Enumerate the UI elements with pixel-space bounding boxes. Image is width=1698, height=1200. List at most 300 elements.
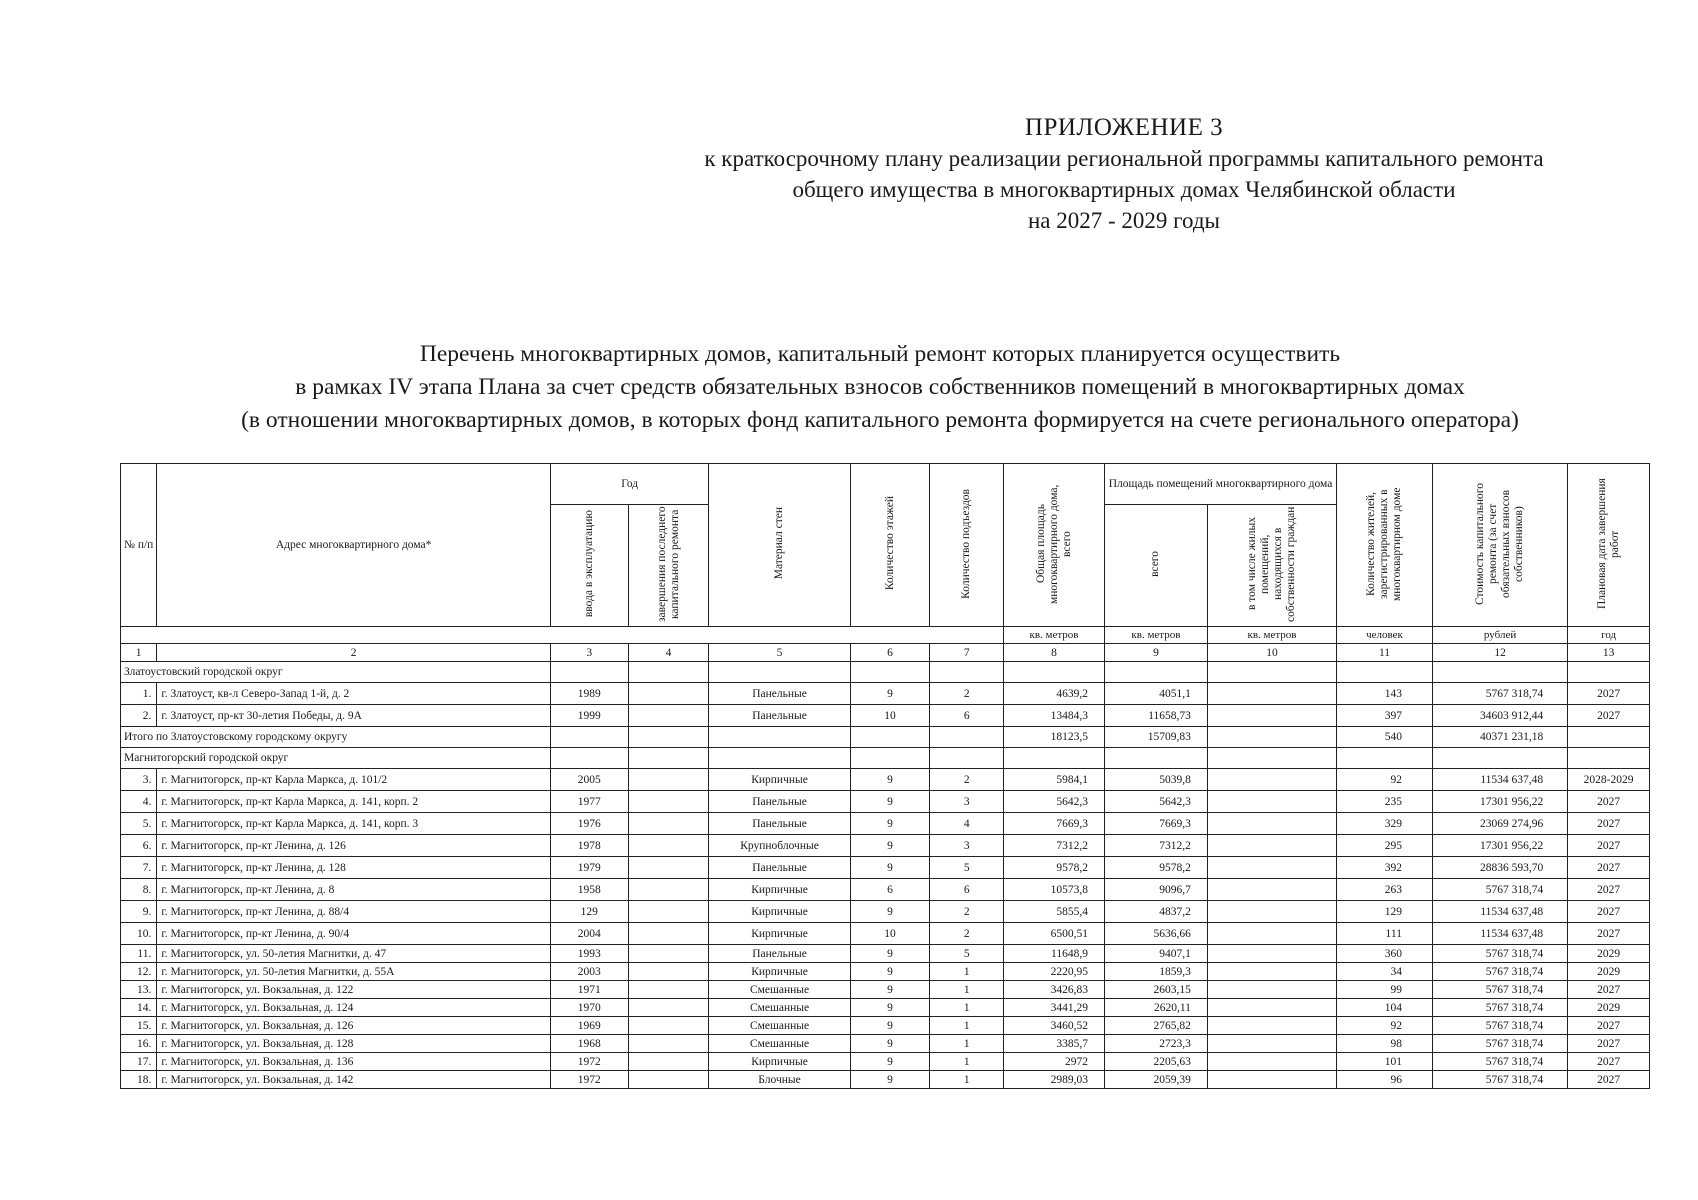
row-last-repair bbox=[628, 791, 709, 813]
header-cost: Стоимость капитального ремонта (за счет обязательных взносов собственников) bbox=[1474, 482, 1526, 605]
row-last-repair bbox=[628, 945, 709, 963]
row-citizens-area bbox=[1207, 981, 1336, 999]
row-completion-date: 2027 bbox=[1568, 683, 1650, 705]
row-entrances: 5 bbox=[930, 945, 1004, 963]
row-last-repair bbox=[628, 705, 709, 727]
appendix-line-3: на 2027 - 2029 годы bbox=[1027, 208, 1221, 233]
list-title-line-2: в рамках IV этапа Плана за счет средств обязательных взносов собственников помещений в многоквартирных домах bbox=[295, 374, 1465, 400]
row-completion-date: 2027 bbox=[1568, 923, 1650, 945]
row-year: 1958 bbox=[550, 879, 628, 901]
row-cost: 11534 637,48 bbox=[1432, 923, 1567, 945]
group-row bbox=[121, 748, 1650, 769]
row-citizens-area bbox=[1207, 901, 1336, 923]
empty-cell bbox=[1568, 727, 1650, 748]
empty-cell bbox=[1207, 662, 1336, 683]
row-cost: 23069 274,96 bbox=[1432, 813, 1567, 835]
empty-cell bbox=[1337, 662, 1433, 683]
row-premises-area: 5039,8 bbox=[1104, 769, 1207, 791]
row-total-area: 5642,3 bbox=[1004, 791, 1105, 813]
row-year: 2004 bbox=[550, 923, 628, 945]
row-address: г. Магнитогорск, ул. 50-летия Магнитки, д. 47 bbox=[157, 945, 551, 963]
empty-cell bbox=[550, 662, 628, 683]
row-citizens-area bbox=[1207, 857, 1336, 879]
row-residents: 99 bbox=[1337, 981, 1433, 999]
row-address: г. Магнитогорск, пр-кт Ленина, д. 128 bbox=[157, 857, 551, 879]
unit-premises-total: кв. метров bbox=[1104, 627, 1207, 644]
row-premises-area: 2723,3 bbox=[1104, 1035, 1207, 1053]
row-completion-date: 2029 bbox=[1568, 945, 1650, 963]
row-number: 13. bbox=[121, 981, 157, 999]
table-row bbox=[121, 1053, 1650, 1071]
appendix-header bbox=[560, 112, 1688, 236]
row-completion-date: 2027 bbox=[1568, 813, 1650, 835]
row-number: 12. bbox=[121, 963, 157, 981]
row-last-repair bbox=[628, 901, 709, 923]
header-wall-material: Материал стен bbox=[773, 507, 786, 580]
empty-cell bbox=[628, 727, 709, 748]
total-residents: 540 bbox=[1337, 727, 1433, 748]
row-premises-area: 7669,3 bbox=[1104, 813, 1207, 835]
row-residents: 96 bbox=[1337, 1071, 1433, 1089]
row-premises-area: 5636,66 bbox=[1104, 923, 1207, 945]
row-floors: 6 bbox=[850, 879, 930, 901]
row-cost: 5767 318,74 bbox=[1432, 879, 1567, 901]
row-floors: 9 bbox=[850, 901, 930, 923]
row-residents: 143 bbox=[1337, 683, 1433, 705]
header-no: № п/п bbox=[121, 464, 157, 627]
row-wall-material: Кирпичные bbox=[709, 769, 850, 791]
header-year-last-repair-cell bbox=[628, 505, 709, 627]
row-cost: 5767 318,74 bbox=[1432, 999, 1567, 1017]
header-premises-citizens: в том числе жилых помещений, находящихся в собственности граждан bbox=[1245, 506, 1297, 622]
row-premises-area: 9407,1 bbox=[1104, 945, 1207, 963]
header-wall-material-cell bbox=[709, 464, 850, 627]
row-entrances: 6 bbox=[930, 879, 1004, 901]
column-number: 2 bbox=[157, 644, 551, 662]
empty-cell bbox=[1568, 748, 1650, 769]
row-address: г. Златоуст, пр-кт 30-летия Победы, д. 9А bbox=[157, 705, 551, 727]
row-floors: 9 bbox=[850, 963, 930, 981]
row-wall-material: Смешанные bbox=[709, 1017, 850, 1035]
row-address: г. Магнитогорск, пр-кт Ленина, д. 90/4 bbox=[157, 923, 551, 945]
column-number: 6 bbox=[850, 644, 930, 662]
column-number: 5 bbox=[709, 644, 850, 662]
unit-premises-citizens: кв. метров bbox=[1207, 627, 1336, 644]
empty-cell bbox=[1207, 727, 1336, 748]
row-completion-date: 2028-2029 bbox=[1568, 769, 1650, 791]
header-floors: Количество этажей bbox=[883, 496, 896, 591]
row-residents: 263 bbox=[1337, 879, 1433, 901]
appendix-line-2: общего имущества в многоквартирных домах Челябинской области bbox=[792, 177, 1456, 202]
row-number: 15. bbox=[121, 1017, 157, 1035]
row-citizens-area bbox=[1207, 791, 1336, 813]
empty-cell bbox=[1207, 748, 1336, 769]
row-residents: 129 bbox=[1337, 901, 1433, 923]
column-number: 1 bbox=[121, 644, 157, 662]
row-cost: 11534 637,48 bbox=[1432, 769, 1567, 791]
header-premises-total-cell bbox=[1104, 505, 1207, 627]
table-row bbox=[121, 1035, 1650, 1053]
row-completion-date: 2027 bbox=[1568, 879, 1650, 901]
row-entrances: 1 bbox=[930, 1071, 1004, 1089]
row-premises-area: 2059,39 bbox=[1104, 1071, 1207, 1089]
row-completion-date: 2027 bbox=[1568, 705, 1650, 727]
row-total-area: 3460,52 bbox=[1004, 1017, 1105, 1035]
row-floors: 10 bbox=[850, 705, 930, 727]
row-floors: 9 bbox=[850, 835, 930, 857]
column-number: 4 bbox=[628, 644, 709, 662]
row-wall-material: Панельные bbox=[709, 683, 850, 705]
row-citizens-area bbox=[1207, 945, 1336, 963]
row-cost: 5767 318,74 bbox=[1432, 1017, 1567, 1035]
row-completion-date: 2027 bbox=[1568, 981, 1650, 999]
row-address: г. Магнитогорск, ул. Вокзальная, д. 122 bbox=[157, 981, 551, 999]
empty-cell bbox=[1432, 748, 1567, 769]
header-total-area-cell bbox=[1004, 464, 1105, 627]
row-residents: 329 bbox=[1337, 813, 1433, 835]
column-number: 8 bbox=[1004, 644, 1105, 662]
table-row bbox=[121, 981, 1650, 999]
column-number: 11 bbox=[1337, 644, 1433, 662]
row-wall-material: Смешанные bbox=[709, 981, 850, 999]
row-wall-material: Блочные bbox=[709, 1071, 850, 1089]
total-label: Итого по Златоустовскому городскому округу bbox=[121, 727, 551, 748]
row-citizens-area bbox=[1207, 1017, 1336, 1035]
row-cost: 17301 956,22 bbox=[1432, 835, 1567, 857]
header-premises-total: всего bbox=[1149, 551, 1162, 577]
unit-total-area: кв. метров bbox=[1004, 627, 1105, 644]
row-year: 1993 bbox=[550, 945, 628, 963]
empty-cell bbox=[1104, 748, 1207, 769]
row-citizens-area bbox=[1207, 879, 1336, 901]
row-entrances: 3 bbox=[930, 791, 1004, 813]
row-number: 18. bbox=[121, 1071, 157, 1089]
houses-table bbox=[120, 463, 1650, 1089]
row-entrances: 2 bbox=[930, 683, 1004, 705]
row-floors: 9 bbox=[850, 1071, 930, 1089]
header-residents-cell bbox=[1337, 464, 1433, 627]
row-premises-area: 9578,2 bbox=[1104, 857, 1207, 879]
row-address: г. Магнитогорск, ул. 50-летия Магнитки, д. 55А bbox=[157, 963, 551, 981]
row-last-repair bbox=[628, 963, 709, 981]
header-premises-group: Площадь помещений многоквартирного дома bbox=[1104, 464, 1336, 505]
row-residents: 397 bbox=[1337, 705, 1433, 727]
row-citizens-area bbox=[1207, 683, 1336, 705]
row-year: 1971 bbox=[550, 981, 628, 999]
row-cost: 5767 318,74 bbox=[1432, 683, 1567, 705]
header-cost-cell bbox=[1432, 464, 1567, 627]
group-name: Златоустовский городской округ bbox=[121, 662, 551, 683]
table-row bbox=[121, 1017, 1650, 1035]
row-cost: 17301 956,22 bbox=[1432, 791, 1567, 813]
row-completion-date: 2027 bbox=[1568, 1071, 1650, 1089]
row-wall-material: Кирпичные bbox=[709, 923, 850, 945]
empty-cell bbox=[1568, 662, 1650, 683]
row-number: 9. bbox=[121, 901, 157, 923]
header-entrances-cell bbox=[930, 464, 1004, 627]
row-wall-material: Кирпичные bbox=[709, 901, 850, 923]
row-year: 2003 bbox=[550, 963, 628, 981]
row-year: 1970 bbox=[550, 999, 628, 1017]
row-year: 1968 bbox=[550, 1035, 628, 1053]
row-total-area: 3385,7 bbox=[1004, 1035, 1105, 1053]
unit-residents: человек bbox=[1337, 627, 1433, 644]
header-completion-cell bbox=[1568, 464, 1650, 627]
group-name: Магнитогорский городской округ bbox=[121, 748, 551, 769]
row-premises-area: 11658,73 bbox=[1104, 705, 1207, 727]
row-wall-material: Кирпичные bbox=[709, 1053, 850, 1071]
row-citizens-area bbox=[1207, 769, 1336, 791]
row-total-area: 10573,8 bbox=[1004, 879, 1105, 901]
row-entrances: 1 bbox=[930, 981, 1004, 999]
row-residents: 98 bbox=[1337, 1035, 1433, 1053]
table-row bbox=[121, 835, 1650, 857]
row-year: 1978 bbox=[550, 835, 628, 857]
row-number: 17. bbox=[121, 1053, 157, 1071]
row-total-area: 2972 bbox=[1004, 1053, 1105, 1071]
row-cost: 34603 912,44 bbox=[1432, 705, 1567, 727]
row-residents: 111 bbox=[1337, 923, 1433, 945]
row-completion-date: 2027 bbox=[1568, 1053, 1650, 1071]
row-residents: 295 bbox=[1337, 835, 1433, 857]
row-address: г. Магнитогорск, пр-кт Карла Маркса, д. 141, корп. 2 bbox=[157, 791, 551, 813]
row-entrances: 2 bbox=[930, 769, 1004, 791]
row-year: 1976 bbox=[550, 813, 628, 835]
unit-cost: рублей bbox=[1432, 627, 1567, 644]
row-number: 10. bbox=[121, 923, 157, 945]
row-completion-date: 2027 bbox=[1568, 791, 1650, 813]
row-floors: 9 bbox=[850, 999, 930, 1017]
row-year: 1977 bbox=[550, 791, 628, 813]
row-number: 11. bbox=[121, 945, 157, 963]
row-number: 7. bbox=[121, 857, 157, 879]
row-premises-area: 2620,11 bbox=[1104, 999, 1207, 1017]
row-residents: 92 bbox=[1337, 769, 1433, 791]
row-floors: 9 bbox=[850, 945, 930, 963]
empty-cell bbox=[628, 748, 709, 769]
row-premises-area: 2205,63 bbox=[1104, 1053, 1207, 1071]
column-number: 13 bbox=[1568, 644, 1650, 662]
row-completion-date: 2027 bbox=[1568, 835, 1650, 857]
column-number: 12 bbox=[1432, 644, 1567, 662]
total-area: 18123,5 bbox=[1004, 727, 1105, 748]
row-number: 1. bbox=[121, 683, 157, 705]
header-year-commission-cell bbox=[550, 505, 628, 627]
header-year-group: Год bbox=[550, 464, 708, 505]
row-number: 2. bbox=[121, 705, 157, 727]
row-residents: 104 bbox=[1337, 999, 1433, 1017]
empty-cell bbox=[1432, 662, 1567, 683]
header-floors-cell bbox=[850, 464, 930, 627]
table-body bbox=[121, 662, 1650, 1089]
row-entrances: 5 bbox=[930, 857, 1004, 879]
row-entrances: 4 bbox=[930, 813, 1004, 835]
row-total-area: 5855,4 bbox=[1004, 901, 1105, 923]
row-residents: 34 bbox=[1337, 963, 1433, 981]
row-floors: 9 bbox=[850, 791, 930, 813]
row-cost: 5767 318,74 bbox=[1432, 1053, 1567, 1071]
row-residents: 392 bbox=[1337, 857, 1433, 879]
row-premises-area: 7312,2 bbox=[1104, 835, 1207, 857]
total-premises: 15709,83 bbox=[1104, 727, 1207, 748]
row-completion-date: 2027 bbox=[1568, 901, 1650, 923]
empty-cell bbox=[850, 727, 930, 748]
row-number: 3. bbox=[121, 769, 157, 791]
row-last-repair bbox=[628, 1017, 709, 1035]
row-wall-material: Панельные bbox=[709, 791, 850, 813]
row-completion-date: 2029 bbox=[1568, 963, 1650, 981]
table-row bbox=[121, 945, 1650, 963]
table-row bbox=[121, 857, 1650, 879]
row-address: г. Магнитогорск, пр-кт Ленина, д. 8 bbox=[157, 879, 551, 901]
row-entrances: 1 bbox=[930, 1053, 1004, 1071]
empty-cell bbox=[550, 727, 628, 748]
row-cost: 5767 318,74 bbox=[1432, 1071, 1567, 1089]
row-last-repair bbox=[628, 683, 709, 705]
row-citizens-area bbox=[1207, 1053, 1336, 1071]
row-wall-material: Кирпичные bbox=[709, 879, 850, 901]
row-entrances: 2 bbox=[930, 923, 1004, 945]
row-year: 129 bbox=[550, 901, 628, 923]
table-row bbox=[121, 683, 1650, 705]
row-address: г. Магнитогорск, пр-кт Карла Маркса, д. 101/2 bbox=[157, 769, 551, 791]
row-citizens-area bbox=[1207, 923, 1336, 945]
row-citizens-area bbox=[1207, 835, 1336, 857]
row-year: 1969 bbox=[550, 1017, 628, 1035]
column-number: 7 bbox=[930, 644, 1004, 662]
row-premises-area: 4837,2 bbox=[1104, 901, 1207, 923]
row-residents: 360 bbox=[1337, 945, 1433, 963]
row-address: г. Магнитогорск, ул. Вокзальная, д. 128 bbox=[157, 1035, 551, 1053]
row-address: г. Магнитогорск, пр-кт Карла Маркса, д. 141, корп. 3 bbox=[157, 813, 551, 835]
total-cost: 40371 231,18 bbox=[1432, 727, 1567, 748]
row-last-repair bbox=[628, 981, 709, 999]
row-premises-area: 4051,1 bbox=[1104, 683, 1207, 705]
appendix-line-1: к краткосрочному плану реализации региональной программы капитального ремонта bbox=[704, 146, 1544, 171]
header-entrances: Количество подъездов bbox=[960, 488, 973, 599]
row-total-area: 3441,29 bbox=[1004, 999, 1105, 1017]
row-total-area: 11648,9 bbox=[1004, 945, 1105, 963]
row-cost: 5767 318,74 bbox=[1432, 963, 1567, 981]
row-citizens-area bbox=[1207, 705, 1336, 727]
empty-cell bbox=[850, 748, 930, 769]
table-row bbox=[121, 963, 1650, 981]
row-address: г. Магнитогорск, пр-кт Ленина, д. 126 bbox=[157, 835, 551, 857]
row-completion-date: 2027 bbox=[1568, 1017, 1650, 1035]
column-number: 3 bbox=[550, 644, 628, 662]
row-premises-area: 1859,3 bbox=[1104, 963, 1207, 981]
row-number: 4. bbox=[121, 791, 157, 813]
row-year: 2005 bbox=[550, 769, 628, 791]
row-wall-material: Панельные bbox=[709, 813, 850, 835]
header-total-area: Общая площадь многоквартирного дома, всего bbox=[1034, 483, 1073, 604]
empty-cell bbox=[709, 748, 850, 769]
empty-cell bbox=[930, 727, 1004, 748]
unit-spacer bbox=[121, 627, 1004, 644]
empty-cell bbox=[930, 748, 1004, 769]
empty-cell bbox=[550, 748, 628, 769]
group-row bbox=[121, 662, 1650, 683]
row-last-repair bbox=[628, 835, 709, 857]
row-number: 14. bbox=[121, 999, 157, 1017]
row-total-area: 13484,3 bbox=[1004, 705, 1105, 727]
row-wall-material: Кирпичные bbox=[709, 963, 850, 981]
row-last-repair bbox=[628, 813, 709, 835]
row-total-area: 4639,2 bbox=[1004, 683, 1105, 705]
row-residents: 92 bbox=[1337, 1017, 1433, 1035]
table-row bbox=[121, 923, 1650, 945]
row-wall-material: Смешанные bbox=[709, 999, 850, 1017]
empty-cell bbox=[850, 662, 930, 683]
row-address: г. Магнитогорск, пр-кт Ленина, д. 88/4 bbox=[157, 901, 551, 923]
column-number: 10 bbox=[1207, 644, 1336, 662]
row-cost: 5767 318,74 bbox=[1432, 981, 1567, 999]
row-residents: 235 bbox=[1337, 791, 1433, 813]
row-address: г. Златоуст, кв-л Северо-Запад 1-й, д. 2 bbox=[157, 683, 551, 705]
header-year-commission: ввода в эксплуатацию bbox=[582, 510, 595, 618]
row-completion-date: 2029 bbox=[1568, 999, 1650, 1017]
row-completion-date: 2027 bbox=[1568, 1035, 1650, 1053]
row-address: г. Магнитогорск, ул. Вокзальная, д. 142 bbox=[157, 1071, 551, 1089]
row-cost: 5767 318,74 bbox=[1432, 945, 1567, 963]
row-wall-material: Смешанные bbox=[709, 1035, 850, 1053]
row-last-repair bbox=[628, 1035, 709, 1053]
header-completion: Плановая дата завершения работ bbox=[1595, 478, 1621, 609]
row-floors: 9 bbox=[850, 981, 930, 999]
header-residents: Количество жителей, зарегистрированных в многоквартирном доме bbox=[1365, 486, 1404, 601]
table-row bbox=[121, 791, 1650, 813]
row-cost: 11534 637,48 bbox=[1432, 901, 1567, 923]
row-total-area: 2989,03 bbox=[1004, 1071, 1105, 1089]
row-number: 6. bbox=[121, 835, 157, 857]
table-row bbox=[121, 879, 1650, 901]
empty-cell bbox=[1104, 662, 1207, 683]
list-title-line-1: Перечень многоквартирных домов, капитальный ремонт которых планируется осуществить bbox=[419, 341, 1341, 367]
row-entrances: 1 bbox=[930, 1017, 1004, 1035]
row-last-repair bbox=[628, 1053, 709, 1071]
row-last-repair bbox=[628, 857, 709, 879]
row-number: 5. bbox=[121, 813, 157, 835]
table-row bbox=[121, 769, 1650, 791]
row-residents: 101 bbox=[1337, 1053, 1433, 1071]
unit-completion: год bbox=[1568, 627, 1650, 644]
empty-cell bbox=[709, 727, 850, 748]
empty-cell bbox=[709, 662, 850, 683]
column-number: 9 bbox=[1104, 644, 1207, 662]
empty-cell bbox=[1337, 748, 1433, 769]
header-year-last-repair: завершения последнего капитального ремонта bbox=[655, 506, 681, 622]
empty-cell bbox=[1004, 662, 1105, 683]
row-floors: 9 bbox=[850, 1053, 930, 1071]
row-year: 1972 bbox=[550, 1053, 628, 1071]
row-last-repair bbox=[628, 879, 709, 901]
row-cost: 28836 593,70 bbox=[1432, 857, 1567, 879]
row-total-area: 7312,2 bbox=[1004, 835, 1105, 857]
list-title-line-3: (в отношении многоквартирных домов, в которых фонд капитального ремонта формируется на счете регионального оператора) bbox=[241, 407, 1519, 433]
row-entrances: 6 bbox=[930, 705, 1004, 727]
row-wall-material: Панельные bbox=[709, 705, 850, 727]
row-entrances: 1 bbox=[930, 1035, 1004, 1053]
row-year: 1979 bbox=[550, 857, 628, 879]
row-total-area: 7669,3 bbox=[1004, 813, 1105, 835]
row-year: 1972 bbox=[550, 1071, 628, 1089]
row-floors: 10 bbox=[850, 923, 930, 945]
appendix-title: ПРИЛОЖЕНИЕ 3 bbox=[1024, 114, 1224, 141]
row-citizens-area bbox=[1207, 999, 1336, 1017]
row-citizens-area bbox=[1207, 963, 1336, 981]
row-wall-material: Крупноблочные bbox=[709, 835, 850, 857]
total-row bbox=[121, 727, 1650, 748]
